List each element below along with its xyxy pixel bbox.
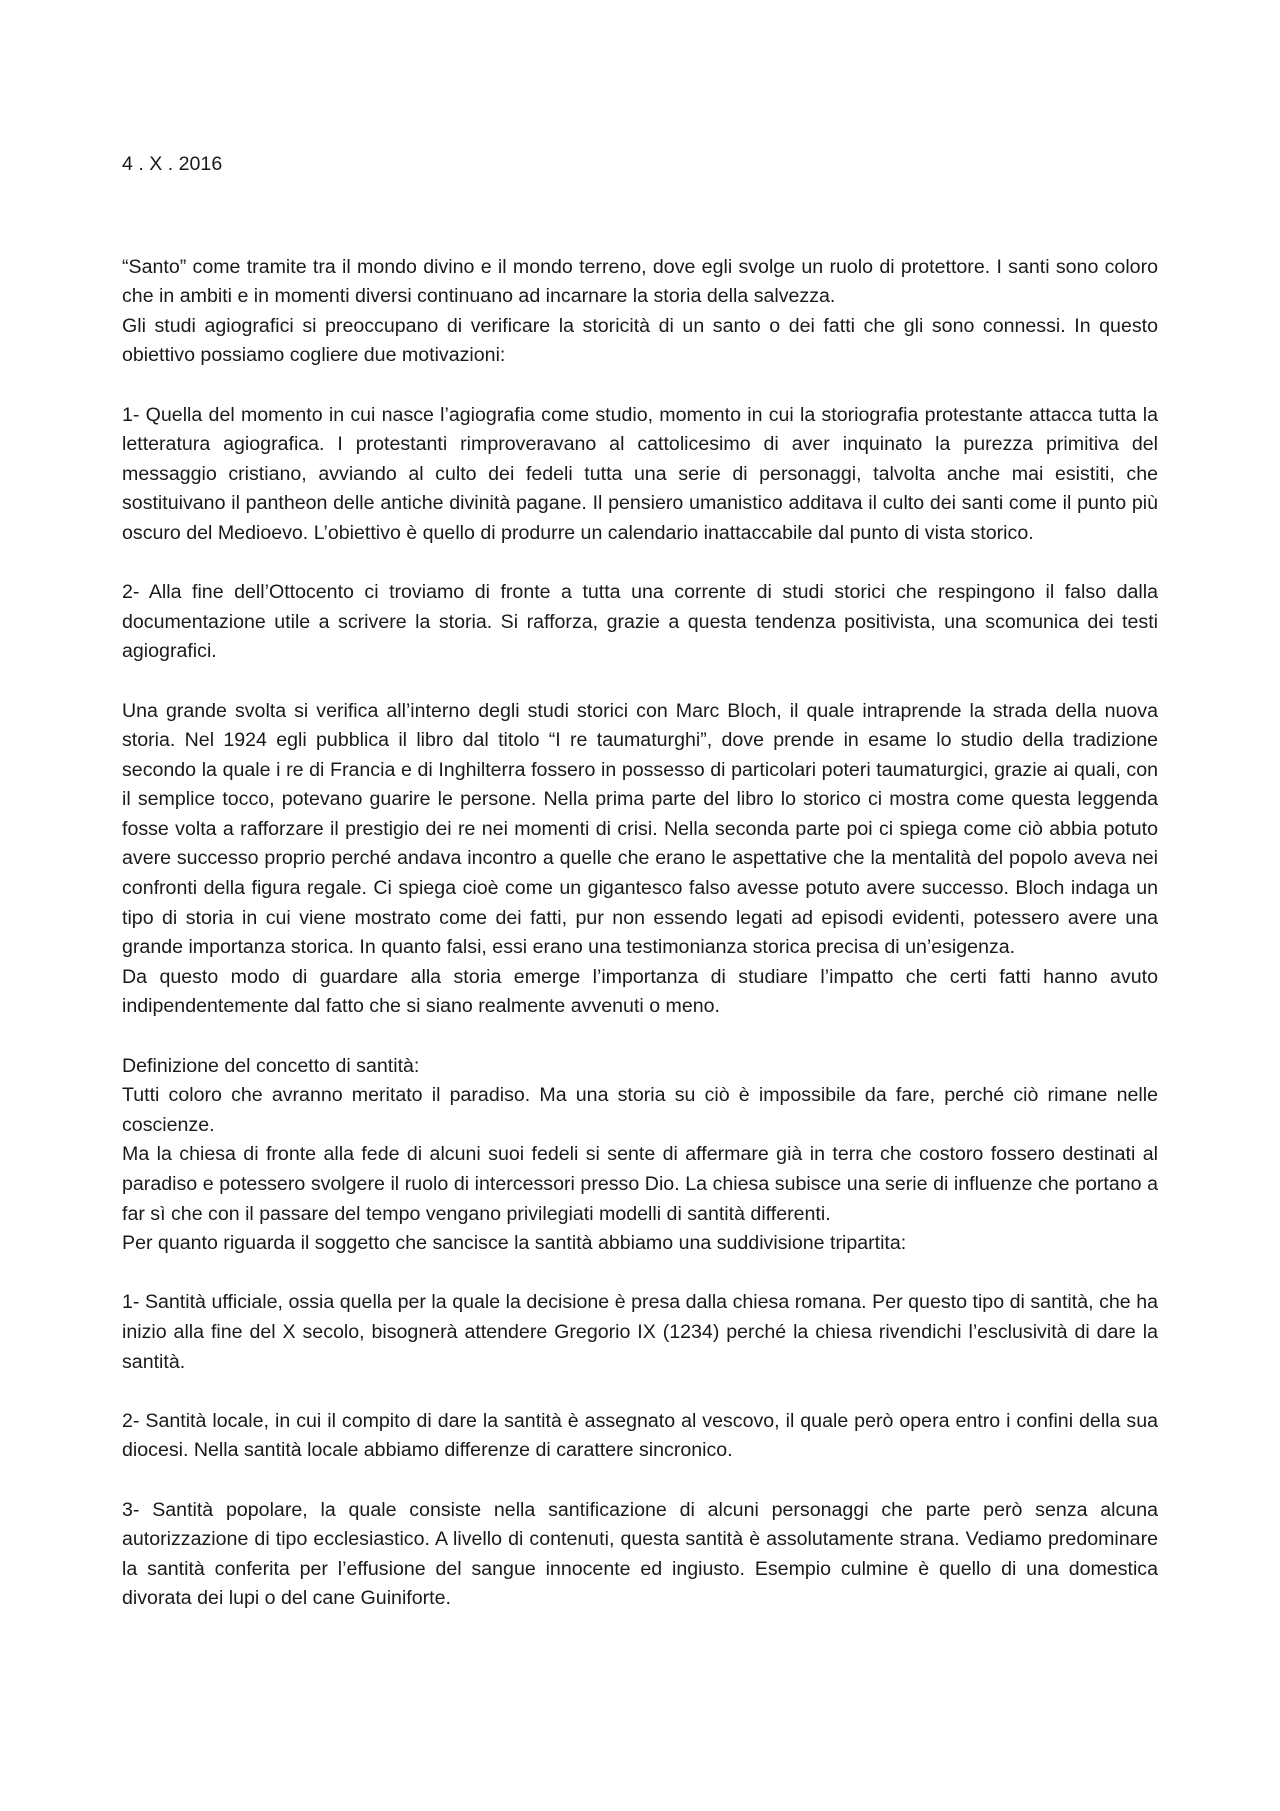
motivation-1-paragraph: 1- Quella del momento in cui nasce l’agiografia come studio, momento in cui la storiografia protestante attacca tutta la letteratura agiografica. I protestanti rimproveravano al cattolicesimo di aver inquinato la purezza primitiva del messaggio cristiano, avviando al culto dei fedeli tutta una serie di personaggi, talvolta anche mai esistiti, che sostituivano il pantheon delle antiche divinità pagane. Il pensiero umanistico additava il culto dei santi come il punto più oscuro del Medioevo. L’obiettivo è quello di produrre un calendario inattaccabile dal punto di vista storico. (122, 403, 1158, 544)
document-date: 4 . X . 2016 (122, 153, 223, 175)
sanctity-official-paragraph: 1- Santità ufficiale, ossia quella per la quale la decisione è presa dalla chiesa romana. Per questo tipo di santità, che ha inizio alla fine del X secolo, bisognerà attendere Gregorio IX (1234) perché la chiesa rivendichi l’esclusività di dare la santità. (122, 1291, 1158, 1373)
sanctity-local-paragraph: 2- Santità locale, in cui il compito di dare la santità è assegnato al vescovo, il quale però opera entro i confini della sua diocesi. Nella santità locale abbiamo differenze di carattere sincronico. (122, 1409, 1158, 1462)
definition-paragraph-3: Per quanto riguarda il soggetto che sancisce la santità abbiamo una suddivisione tripartita: (122, 1232, 907, 1255)
bloch-paragraph-1: Una grande svolta si verifica all’interno degli studi storici con Marc Bloch, il quale intraprende la strada della nuova storia. Nel 1924 egli pubblica il libro dal titolo “I re taumaturghi”, dove prende in esame lo studio della tradizione secondo la quale i re di Francia e di Inghilterra fossero in possesso di particolari poteri taumaturgici, grazie ai quali, con il semplice tocco, potevano guarire le persone. Nella prima parte del libro lo storico ci mostra come questa leggenda fosse volta a rafforzare il prestigio dei re nei momenti di crisi. Nella seconda parte poi ci spiega come ciò abbia potuto avere successo proprio perché andava incontro a quelle che erano le aspettative che la mentalità del popolo aveva nei confronti della figura regale. Ci spiega cioè come un gigantesco falso avesse potuto avere successo. Bloch indaga un tipo di storia in cui viene mostrato come dei fatti, pur non essendo legati ad episodi evidenti, potessero avere una grande importanza storica. In quanto falsi, essi erano una testimonianza storica precisa di un’esigenza. (122, 699, 1158, 959)
document-page (122, 150, 1158, 1614)
bloch-paragraph-2: Da questo modo di guardare alla storia emerge l’importanza di studiare l’impatto che certi fatti hanno avuto indipendentemente dal fatto che si siano realmente avvenuti o meno. (122, 965, 1158, 1018)
definition-heading: Definizione del concetto di santità: (122, 1054, 420, 1077)
intro-paragraph-2: Gli studi agiografici si preoccupano di verificare la storicità di un santo o dei fatti che gli sono connessi. In questo obiettivo possiamo cogliere due motivazioni: (122, 314, 1158, 367)
definition-paragraph-1: Tutti coloro che avranno meritato il paradiso. Ma una storia su ciò è impossibile da fare, perché ciò rimane nelle coscienze. (122, 1084, 1158, 1136)
intro-paragraph-1: “Santo” come tramite tra il mondo divino e il mondo terreno, dove egli svolge un ruolo di protettore. I santi sono coloro che in ambiti e in momenti diversi continuano ad incarnare la storia della salvezza. (122, 255, 1158, 308)
sanctity-popular-paragraph: 3- Santità popolare, la quale consiste nella santificazione di alcuni personaggi che parte però senza alcuna autorizzazione di tipo ecclesiastico. A livello di contenuti, questa santità è assolutamente strana. Vediamo predominare la santità conferita per l’effusione del sangue innocente ed ingiusto. Esempio culmine è quello di una domestica divorata dei lupi o del cane Guiniforte. (122, 1498, 1158, 1610)
definition-paragraph-2: Ma la chiesa di fronte alla fede di alcuni suoi fedeli si sente di affermare già in terra che costoro fossero destinati al paradiso e potessero svolgere il ruolo di intercessori presso Dio. La chiesa subisce una serie di influenze che portano a far sì che con il passare del tempo vengano privilegiati modelli di santità differenti. (122, 1143, 1158, 1225)
motivation-2-paragraph: 2- Alla fine dell’Ottocento ci troviamo di fronte a tutta una corrente di studi storici che respingono il falso dalla documentazione utile a scrivere la storia. Si rafforza, grazie a questa tendenza positivista, una scomunica dei testi agiografici. (122, 581, 1158, 663)
